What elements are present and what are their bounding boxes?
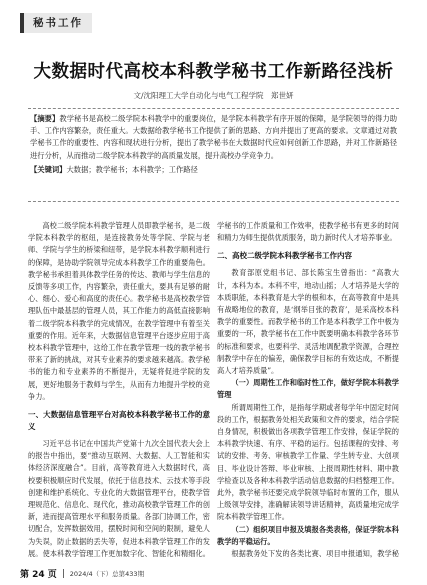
paragraph: 所谓周期性工作，是指每学期或者每学年中固定时间段的工作，根据教务处相关政策和文件的要求，结合学院自身情况，积极做出各项教学管理工作安排，保证学院的本科教学快速、有序、平稳的运行。包括课程的安排、考试的安排、考务、审核教学工作量、学生转专业、大创项目、毕业设计答辩、毕业审核、上报周期性材料、期中教学检查以及各种本科教学活动信息数据的归档整理工作。此外，教学秘书还要完成学院领导临时布置的工作，服从上级领导安排，准确解读领导讲话精神，高质量地完成学院本科教学管理工作。 bbox=[217, 402, 399, 522]
paragraph: 根据教务处下发的各类比赛、项目申报通知，教学秘 bbox=[231, 549, 399, 559]
abstract-label: 【摘要】 bbox=[30, 114, 60, 123]
paragraph: 学秘书的工作质量和工作效率，使教学秘书有更多的时间和精力为师生提供优质服务，助力新时代人才培养事业。 bbox=[217, 221, 399, 243]
subsection-heading-1: （一）周期性工作和临时性工作，做好学院本科教学管理 bbox=[217, 378, 399, 400]
section-heading-1: 一、大数据信息管理平台对高校本科教学秘书工作的意义 bbox=[28, 410, 210, 432]
paragraph: 教育部原党组书记、部长陈宝生曾指出：“高教大计，本科为本。本科不牢，地动山摇；人才培养是大学的本质职能，本科教育是大学的根和本，在高等教育中是具有战略地位的教育，是‘纲举目张的教育’，是采高校本科教学的重要性。而教学秘书的工作是本科教学工作中极为重要的一环，教学秘书在工作中既要明确本科教学各环节的标准和要求，也要科学、灵活地调配教学资源，合理控制教学中存在的偏差，确保教学目标的有效达成，不断提高人才培养质量”。 bbox=[217, 268, 399, 376]
keywords-label: 【关键词】 bbox=[30, 164, 67, 174]
article-title: 大数据时代高校本科教学秘书工作新路径浅析 bbox=[33, 62, 394, 82]
keywords-text: 大数据；教学秘书；本科教学；工作路径 bbox=[66, 164, 198, 174]
footer-divider bbox=[63, 569, 64, 578]
section-tag: 秘书工作 bbox=[20, 13, 92, 33]
page-number: 第 24 页 bbox=[20, 569, 57, 580]
abstract-text: 教学秘书是高校二级学院本科教学中的重要岗位，是学院本科教学有序开展的保障，是学院领导的得力助手、工作内容繁杂，责任重大。大数据给教学秘书工作提供了新的思路、方向并提出了更高的要求。文章通过对教学秘书工作的重要性、内容和现状进行分析，提出了教学秘书在大数据时代应如何创新工作思路，并对工作新路径进行分析，从而推动二级学院本科教学的高质量发展，提升高校办学竞争力。 bbox=[30, 114, 398, 160]
keywords bbox=[30, 164, 397, 176]
abstract bbox=[30, 113, 397, 162]
abstract-box bbox=[28, 108, 399, 202]
paragraph: 习近平总书记在中国共产党第十九次全国代表大会上的报告中指出，要“推动互联网、大数据、人工智能和实体经济深度融合”。目前，高等教育进入大数据时代，高校要积极顺应时代发展，依托于信息技术、云技术等手段创建和维护系统化、专业化的大数据管理平台，使教学管理规范化、信息化、现代化，推动高校教学管理工作的创新，进而提高管理水平和服务质量。各部门协调工作，密切配合，发挥数据效用，摆脱时间和空间的限制，避免人为失误，防止数据的丢失等，促进本科教学管理工作的发展。使本科教学管理工作更加数字化、智能化和精细化。 bbox=[28, 439, 210, 558]
issue-info: 2024/4（下）总第433期 bbox=[69, 569, 145, 578]
paragraph: 高校二级学院本科教学管理人员即教学秘书，是二级学院本科教学的枢纽，是连接教务处等学院、学院与老师、学院与学生的桥梁和纽带，是学院本科教学顺利进行的保障，是协助学院领导完成本科教学工作的重要角色。教学秘书承担着具体教学任务的传达、教师与学生信息的反馈等多项工作，内容繁杂，责任重大，要具有足够的耐心、细心、爱心和高度的责任心。教学秘书是高校教学管理队伍中最基层的管理人员，其工作能力的高低直接影响着二级学院本科教学的完成情况，在教学管理中有着至关重要的作用。近年来，大数据信息管理平台逐步应用于高校本科教学管理中，这给工作在教学管理一线的教学秘书带来了新的挑战，对其专业素养的要求越来越高。教学秘书的能力和专业素养的不断提升，无疑将促进学院的发展，更好地服务于教师与学生，从而有力地提升学校的竞争力。 bbox=[28, 221, 210, 401]
right-column bbox=[217, 220, 399, 560]
left-column bbox=[28, 220, 210, 560]
section-heading-2: 二、高校二级学院本科教学秘书工作内容 bbox=[217, 251, 352, 261]
page-footer bbox=[20, 567, 144, 579]
author-line: 文/沈阳理工大学自动化与电气工程学院 郑世妍 bbox=[133, 91, 294, 100]
subsection-heading-2: （二）组织项目申报及填报各类表格，保证学院本科教学的平稳运行。 bbox=[217, 524, 399, 546]
